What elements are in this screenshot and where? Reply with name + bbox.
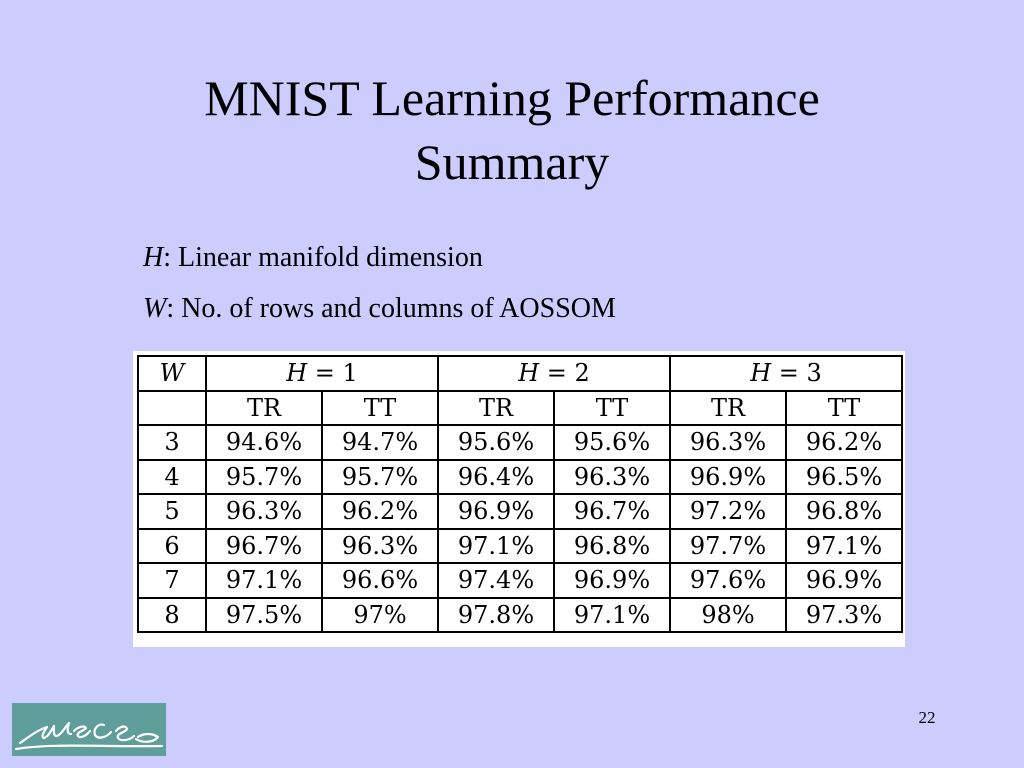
row-w-value: 4 — [138, 460, 206, 495]
accuracy-cell: 96.5% — [786, 460, 902, 495]
accuracy-cell: 97.1% — [786, 529, 902, 564]
table-row — [138, 460, 902, 495]
accuracy-cell: 96.6% — [322, 563, 438, 598]
group-header-h2 — [438, 356, 670, 391]
accuracy-cell: 95.6% — [554, 425, 670, 460]
results-table — [137, 355, 903, 633]
definition-w — [143, 292, 616, 326]
accuracy-cell: 96.3% — [206, 494, 322, 529]
accuracy-cell: 94.6% — [206, 425, 322, 460]
table-row — [138, 598, 902, 633]
group-header-row — [138, 356, 902, 391]
table-row — [138, 425, 902, 460]
subheader-cell: TT — [554, 391, 670, 426]
accuracy-cell: 97.1% — [554, 598, 670, 633]
accuracy-cell: 96.8% — [786, 494, 902, 529]
slide-title — [0, 66, 1024, 194]
definition-w-text: : No. of rows and columns of AOSSOM — [166, 293, 616, 324]
row-w-value: 3 — [138, 425, 206, 460]
accuracy-cell: 96.9% — [438, 494, 554, 529]
accuracy-cell: 96.9% — [670, 460, 786, 495]
row-w-value: 8 — [138, 598, 206, 633]
definition-h-symbol: H — [143, 242, 164, 273]
accuracy-cell: 95.7% — [322, 460, 438, 495]
musee-logo — [12, 703, 166, 756]
definition-w-symbol: W — [143, 293, 167, 324]
slide-title-line-2: Summary — [414, 134, 610, 190]
accuracy-cell: 96.9% — [554, 563, 670, 598]
group-header-symbol: H — [750, 359, 772, 388]
accuracy-cell: 96.2% — [786, 425, 902, 460]
accuracy-cell: 96.8% — [554, 529, 670, 564]
subheader-cell: TT — [322, 391, 438, 426]
accuracy-cell: 96.7% — [554, 494, 670, 529]
table-row — [138, 529, 902, 564]
accuracy-cell: 96.3% — [322, 529, 438, 564]
accuracy-cell: 97% — [322, 598, 438, 633]
accuracy-cell: 94.7% — [322, 425, 438, 460]
row-w-value: 5 — [138, 494, 206, 529]
accuracy-cell: 97.1% — [206, 563, 322, 598]
accuracy-cell: 96.3% — [554, 460, 670, 495]
group-header-value: = 2 — [539, 359, 590, 388]
definition-h — [143, 241, 483, 275]
accuracy-cell: 97.5% — [206, 598, 322, 633]
group-header-symbol: H — [286, 359, 308, 388]
definition-h-text: : Linear manifold dimension — [163, 242, 483, 273]
group-header-symbol: H — [518, 359, 540, 388]
slide-title-line-1: MNIST Learning Performance — [204, 70, 820, 126]
accuracy-cell: 96.2% — [322, 494, 438, 529]
musee-logo-graphic — [12, 703, 166, 756]
subheader-cell: TR — [206, 391, 322, 426]
accuracy-cell: 97.4% — [438, 563, 554, 598]
subheader-row — [138, 391, 902, 426]
accuracy-cell: 98% — [670, 598, 786, 633]
table-row — [138, 563, 902, 598]
subheader-empty-cell — [138, 391, 206, 426]
subheader-cell: TR — [670, 391, 786, 426]
results-table-panel — [133, 351, 905, 647]
group-header-value: = 3 — [771, 359, 822, 388]
table-row — [138, 494, 902, 529]
group-header-h1 — [206, 356, 438, 391]
accuracy-cell: 96.7% — [206, 529, 322, 564]
accuracy-cell: 97.1% — [438, 529, 554, 564]
row-w-value: 7 — [138, 563, 206, 598]
accuracy-cell: 97.3% — [786, 598, 902, 633]
group-header-value: = 1 — [307, 359, 358, 388]
accuracy-cell: 97.6% — [670, 563, 786, 598]
accuracy-cell: 97.8% — [438, 598, 554, 633]
accuracy-cell: 95.7% — [206, 460, 322, 495]
subheader-cell: TR — [438, 391, 554, 426]
accuracy-cell: 95.6% — [438, 425, 554, 460]
corner-w-label: W — [138, 356, 206, 391]
accuracy-cell: 96.4% — [438, 460, 554, 495]
accuracy-cell: 97.7% — [670, 529, 786, 564]
subheader-cell: TT — [786, 391, 902, 426]
group-header-h3 — [670, 356, 902, 391]
accuracy-cell: 96.3% — [670, 425, 786, 460]
accuracy-cell: 96.9% — [786, 563, 902, 598]
row-w-value: 6 — [138, 529, 206, 564]
accuracy-cell: 97.2% — [670, 494, 786, 529]
page-number: 22 — [918, 708, 936, 727]
